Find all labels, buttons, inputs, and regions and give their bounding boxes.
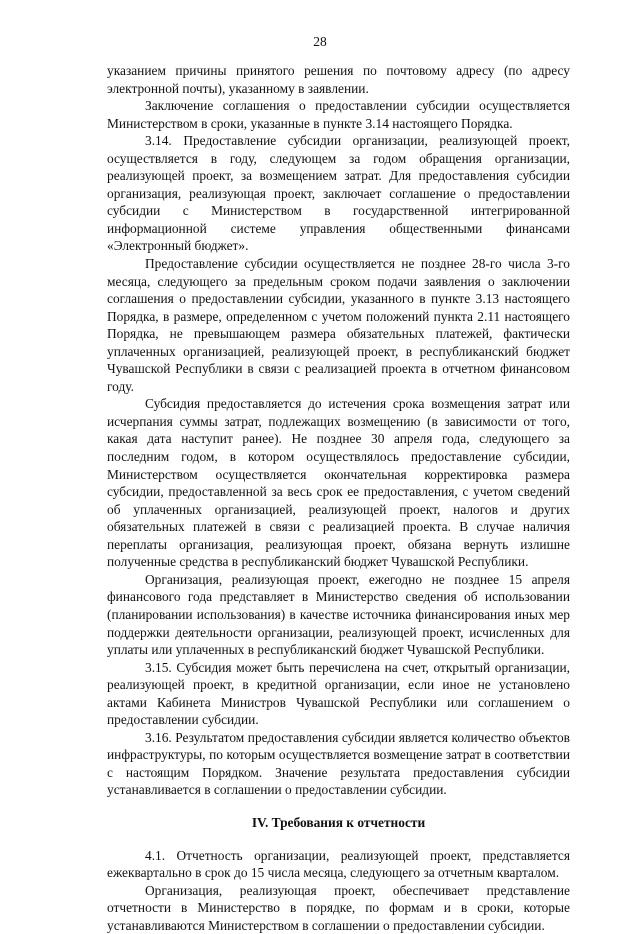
paragraph: Субсидия предоставляется до истечения срока возмещения затрат или исчерпания суммы затрат, подлежащих возмещению (в зависимости от того, какая дата наступит ранее). Не позднее 30 апреля года, следующего за последним годом, в котором осуществлялось предоставление субсидии, Министерством осуществляется окончательная корректировка размера субсидии, предоставленной за весь срок ее предоставления, с учетом сведений об уплаченных организацией, реализующей проект, налогов и других обязательных платежей в связи с реализацией проекта. В случае наличия переплаты организация, реализующая проект, обязана вернуть излишне полученные средства в республиканский бюджет Чувашской Республики. — [107, 396, 570, 570]
paragraph: 3.16. Результатом предоставления субсидии является количество объектов инфраструктуры, по которым осуществляется возмещение затрат в соответствии с настоящим Порядком. Значение результата предоставления субсидии устанавливается в соглашении о предоставлении субсидии. — [107, 729, 570, 798]
paragraph: указанием причины принятого решения по почтовому адресу (по адресу электронной почты), указанному в заявлении. — [107, 63, 570, 96]
section-heading: IV. Требования к отчетности — [251, 814, 426, 830]
page-number: 28 — [313, 34, 327, 49]
paragraph: Организация, реализующая проект, ежегодно не позднее 15 апреля финансового года представляет в Министерство сведения об использовании (планировании использования) в качестве источника финансирования иных мер поддержки деятельности организации, реализующей проект, исчисленных для уплаты или уплаченных в республиканский бюджет Чувашской Республики. — [107, 571, 570, 658]
paragraph: 4.1. Отчетность организации, реализующей проект, представляется ежеквартально в срок до 15 числа месяца, следующего за отчетным кварталом. — [107, 847, 570, 881]
document-body — [107, 62, 570, 934]
paragraph: 3.14. Предоставление субсидии организации, реализующей проект, осуществляется в году, следующем за годом обращения организации, реализующей проект, за возмещением затрат. Для предоставления субсидии организация, реализующая проект, заключает соглашение о предоставлении субсидии с Министерством в государственной интегрированной информационной системе управления общественными финансами «Электронный бюджет». — [107, 133, 570, 254]
paragraph: Организация, реализующая проект, обеспечивает представление отчетности в Министерство в порядке, по формам и в сроки, которые устанавливаются Министерством в соглашении о предоставлении субсидии. — [107, 882, 570, 933]
paragraph: 3.15. Субсидия может быть перечислена на счет, открытый организации, реализующей проект, в кредитной организации, если иное не установлено актами Кабинета Министров Чувашской Республики или соглашением о предоставлении субсидии. — [107, 659, 570, 728]
paragraph: Предоставление субсидии осуществляется не позднее 28-го числа 3-го месяца, следующего за предельным сроком подачи заявления о заключении соглашения о предоставлении субсидии, указанного в пункте 3.13 настоящего Порядка, в размере, определенном с учетом положений пункта 2.11 настоящего Порядка, не превышающем размера обязательных платежей, фактически уплаченных организацией, реализующей проект, в республиканский бюджет Чувашской Республики в связи с реализацией проекта в отчетном финансовом году. — [107, 256, 570, 394]
paragraph: Заключение соглашения о предоставлении субсидии осуществляется Министерством в сроки, указанные в пункте 3.14 настоящего Порядка. — [107, 98, 570, 131]
